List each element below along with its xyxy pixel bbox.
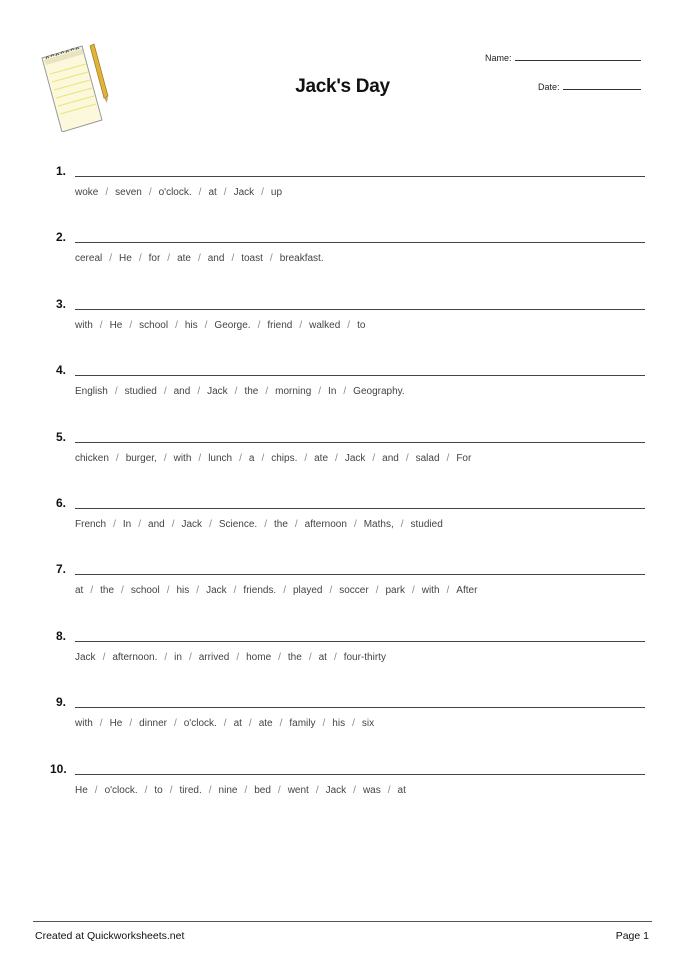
word: o'clock. bbox=[104, 784, 138, 796]
word-separator: / bbox=[163, 386, 167, 398]
word: Geography. bbox=[353, 386, 405, 398]
word: For bbox=[456, 452, 472, 464]
word: bed bbox=[254, 784, 271, 796]
scrambled-words bbox=[75, 253, 324, 264]
word-separator: / bbox=[299, 319, 303, 331]
word-separator: / bbox=[352, 718, 355, 730]
word-separator: / bbox=[223, 187, 227, 198]
word: at bbox=[233, 718, 242, 730]
word: burger, bbox=[125, 452, 157, 464]
word-separator: / bbox=[244, 784, 248, 796]
question-item bbox=[0, 629, 685, 695]
word: six bbox=[361, 718, 375, 730]
word: studied bbox=[124, 386, 157, 398]
word-separator: / bbox=[208, 784, 212, 796]
word-separator: / bbox=[375, 585, 379, 597]
word: the bbox=[287, 651, 302, 663]
question-item bbox=[0, 496, 685, 562]
question-number: 4. bbox=[56, 363, 67, 378]
word-separator: / bbox=[283, 585, 286, 597]
word-separator: / bbox=[164, 651, 168, 663]
word-separator: / bbox=[94, 784, 98, 796]
word: played bbox=[293, 585, 323, 597]
word: friends. bbox=[243, 585, 277, 597]
word: English bbox=[75, 386, 108, 398]
word: his bbox=[332, 718, 346, 730]
word-separator: / bbox=[197, 253, 201, 265]
word-separator: / bbox=[322, 718, 326, 730]
word: ate bbox=[314, 452, 329, 464]
word: with bbox=[75, 718, 93, 730]
scrambled-words bbox=[75, 187, 282, 198]
question-number: 9. bbox=[56, 695, 67, 710]
answer-line[interactable] bbox=[75, 176, 645, 177]
word-separator: / bbox=[257, 319, 261, 331]
word: morning bbox=[275, 386, 312, 398]
word-separator: / bbox=[248, 718, 252, 730]
word-separator: / bbox=[446, 585, 450, 597]
word: the bbox=[244, 386, 259, 398]
word: Jack bbox=[206, 585, 227, 597]
word: cereal bbox=[75, 253, 103, 265]
scrambled-words bbox=[75, 320, 365, 331]
word-separator: / bbox=[264, 519, 267, 530]
scrambled-words bbox=[75, 652, 386, 663]
word-separator: / bbox=[347, 319, 351, 331]
word-separator: / bbox=[400, 519, 404, 530]
word: Jack bbox=[75, 651, 96, 663]
answer-line[interactable] bbox=[75, 375, 645, 376]
word-separator: / bbox=[166, 585, 170, 597]
word: dinner bbox=[139, 718, 167, 730]
word: went bbox=[287, 784, 309, 796]
word: After bbox=[456, 585, 478, 597]
word-separator: / bbox=[294, 519, 298, 530]
word: afternoon bbox=[304, 519, 347, 530]
word-separator: / bbox=[269, 253, 273, 265]
word: salad bbox=[415, 452, 440, 464]
word-separator: / bbox=[308, 651, 312, 663]
word: arrived bbox=[198, 651, 230, 663]
word: a bbox=[248, 452, 255, 464]
word: Maths, bbox=[363, 519, 394, 530]
word-separator: / bbox=[234, 386, 238, 398]
word-separator: / bbox=[411, 585, 415, 597]
word: In bbox=[122, 519, 132, 530]
word: tired. bbox=[179, 784, 202, 796]
word: afternoon. bbox=[112, 651, 158, 663]
word: o'clock. bbox=[183, 718, 217, 730]
page-title: Jack's Day bbox=[295, 76, 390, 97]
word-separator: / bbox=[329, 585, 333, 597]
word: Jack bbox=[344, 452, 366, 464]
word-separator: / bbox=[343, 386, 347, 398]
word-separator: / bbox=[265, 386, 269, 398]
word-separator: / bbox=[353, 784, 356, 796]
question-item bbox=[0, 695, 685, 761]
question-number: 3. bbox=[56, 296, 67, 311]
answer-line[interactable] bbox=[75, 242, 645, 243]
question-item bbox=[0, 762, 685, 828]
question-item bbox=[0, 363, 685, 429]
word: friend bbox=[267, 319, 293, 331]
word-separator: / bbox=[372, 452, 376, 464]
word: family bbox=[289, 718, 316, 730]
word: chicken bbox=[75, 452, 109, 464]
word-separator: / bbox=[188, 651, 192, 663]
answer-line[interactable] bbox=[75, 442, 645, 443]
word: at bbox=[208, 187, 217, 198]
word-separator: / bbox=[335, 452, 338, 464]
word: up bbox=[270, 187, 283, 198]
word: studied bbox=[410, 519, 443, 530]
word: Science. bbox=[218, 519, 258, 530]
word-separator: / bbox=[236, 651, 240, 663]
name-label: Name: bbox=[485, 53, 512, 63]
word: in bbox=[174, 651, 182, 663]
question-item bbox=[0, 230, 685, 296]
footer-credit: Created at Quickworksheets.net bbox=[35, 930, 185, 942]
footer-divider bbox=[33, 921, 652, 922]
word-separator: / bbox=[171, 519, 175, 530]
word: Jack bbox=[233, 187, 255, 198]
word-separator: / bbox=[173, 718, 177, 730]
answer-line[interactable] bbox=[75, 574, 645, 575]
word-separator: / bbox=[148, 187, 152, 198]
question-item bbox=[0, 430, 685, 496]
word-separator: / bbox=[197, 386, 201, 398]
word-separator: / bbox=[102, 651, 106, 663]
question-number: 10. bbox=[50, 761, 67, 776]
scrambled-words bbox=[75, 585, 477, 596]
word-separator: / bbox=[304, 452, 308, 464]
word: In bbox=[328, 386, 337, 398]
word: to bbox=[154, 784, 163, 796]
word-separator: / bbox=[144, 784, 148, 796]
word-separator: / bbox=[231, 253, 235, 265]
word-separator: / bbox=[239, 452, 242, 464]
word: Jack bbox=[207, 386, 228, 398]
question-number: 7. bbox=[56, 562, 67, 577]
word-separator: / bbox=[167, 253, 171, 265]
word-separator: / bbox=[113, 519, 116, 530]
scrambled-words bbox=[75, 718, 374, 729]
word: nine bbox=[218, 784, 238, 796]
word: o'clock. bbox=[158, 187, 192, 198]
word: four-thirty bbox=[343, 651, 386, 663]
word: toast bbox=[241, 253, 263, 265]
word: seven bbox=[115, 187, 142, 198]
scrambled-words bbox=[75, 453, 471, 464]
word: with bbox=[173, 452, 192, 464]
word: the bbox=[100, 585, 115, 597]
answer-line[interactable] bbox=[75, 707, 645, 708]
word-separator: / bbox=[138, 519, 142, 530]
word-separator: / bbox=[405, 452, 409, 464]
word: and bbox=[148, 519, 165, 530]
word-separator: / bbox=[99, 319, 103, 331]
word-separator: / bbox=[233, 585, 237, 597]
question-item bbox=[0, 562, 685, 628]
word-separator: / bbox=[318, 386, 322, 398]
word: Jack bbox=[325, 784, 347, 796]
word-separator: / bbox=[129, 319, 133, 331]
answer-line[interactable] bbox=[75, 309, 645, 310]
word: breakfast. bbox=[279, 253, 324, 265]
question-number: 6. bbox=[56, 496, 67, 510]
word: for bbox=[148, 253, 161, 265]
question-number: 5. bbox=[56, 429, 67, 444]
word-separator: / bbox=[90, 585, 94, 597]
word-separator: / bbox=[204, 319, 208, 331]
word-separator: / bbox=[121, 585, 124, 597]
word-separator: / bbox=[198, 187, 202, 198]
word-separator: / bbox=[109, 253, 113, 265]
word-separator: / bbox=[115, 452, 119, 464]
word: school bbox=[139, 319, 169, 331]
word: with bbox=[75, 319, 93, 331]
word-separator: / bbox=[446, 452, 450, 464]
scrambled-words bbox=[75, 519, 443, 530]
name-blank-line[interactable] bbox=[515, 52, 641, 61]
word: chips. bbox=[271, 452, 298, 464]
page-number: Page 1 bbox=[615, 930, 649, 942]
word: ate bbox=[177, 253, 191, 265]
question-number: 1. bbox=[56, 164, 67, 178]
word-separator: / bbox=[277, 784, 281, 796]
answer-line[interactable] bbox=[75, 641, 645, 642]
word: at bbox=[75, 585, 84, 597]
word: soccer bbox=[339, 585, 369, 597]
word-separator: / bbox=[169, 784, 173, 796]
word-separator: / bbox=[315, 784, 319, 796]
word: with bbox=[421, 585, 440, 597]
question-number: 8. bbox=[56, 628, 67, 643]
word: the bbox=[273, 519, 288, 530]
word: He bbox=[75, 784, 88, 796]
word: and bbox=[382, 452, 399, 464]
word-separator: / bbox=[261, 187, 264, 198]
word-separator: / bbox=[353, 519, 357, 530]
word: George. bbox=[214, 319, 251, 331]
name-field[interactable] bbox=[485, 52, 641, 63]
word-separator: / bbox=[223, 718, 227, 730]
word-separator: / bbox=[209, 519, 212, 530]
word-separator: / bbox=[105, 187, 109, 198]
word: at bbox=[397, 784, 406, 796]
scrambled-words bbox=[75, 785, 406, 796]
word-separator: / bbox=[261, 452, 265, 464]
word: lunch bbox=[208, 452, 233, 464]
word-separator: / bbox=[114, 386, 118, 398]
word: park bbox=[385, 585, 405, 597]
word-separator: / bbox=[279, 718, 283, 730]
word: ate bbox=[258, 718, 273, 730]
word: school bbox=[130, 585, 160, 597]
word: French bbox=[75, 519, 107, 530]
word: He bbox=[109, 319, 123, 331]
word-separator: / bbox=[99, 718, 103, 730]
scrambled-words bbox=[75, 386, 405, 397]
word: at bbox=[318, 651, 327, 663]
word-separator: / bbox=[278, 651, 281, 663]
word: his bbox=[176, 585, 190, 597]
word: home bbox=[246, 651, 272, 663]
word: his bbox=[184, 319, 198, 331]
word: was bbox=[362, 784, 381, 796]
word-separator: / bbox=[138, 253, 142, 265]
word: He bbox=[119, 253, 132, 265]
word-separator: / bbox=[175, 319, 178, 331]
word: to bbox=[357, 319, 366, 331]
question-number: 2. bbox=[56, 230, 67, 245]
word: woke bbox=[75, 187, 99, 198]
word: and bbox=[207, 253, 225, 265]
answer-line[interactable] bbox=[75, 774, 645, 775]
word: Jack bbox=[181, 519, 203, 530]
word-separator: / bbox=[387, 784, 391, 796]
answer-line[interactable] bbox=[75, 508, 645, 509]
word-separator: / bbox=[129, 718, 133, 730]
date-label: Date: bbox=[538, 82, 560, 92]
word: He bbox=[109, 718, 123, 730]
question-item bbox=[0, 164, 685, 230]
word: walked bbox=[309, 319, 341, 331]
word-separator: / bbox=[196, 585, 200, 597]
word-separator: / bbox=[198, 452, 202, 464]
question-item bbox=[0, 297, 685, 363]
word: and bbox=[173, 386, 191, 398]
word-separator: / bbox=[333, 651, 337, 663]
word-separator: / bbox=[163, 452, 167, 464]
